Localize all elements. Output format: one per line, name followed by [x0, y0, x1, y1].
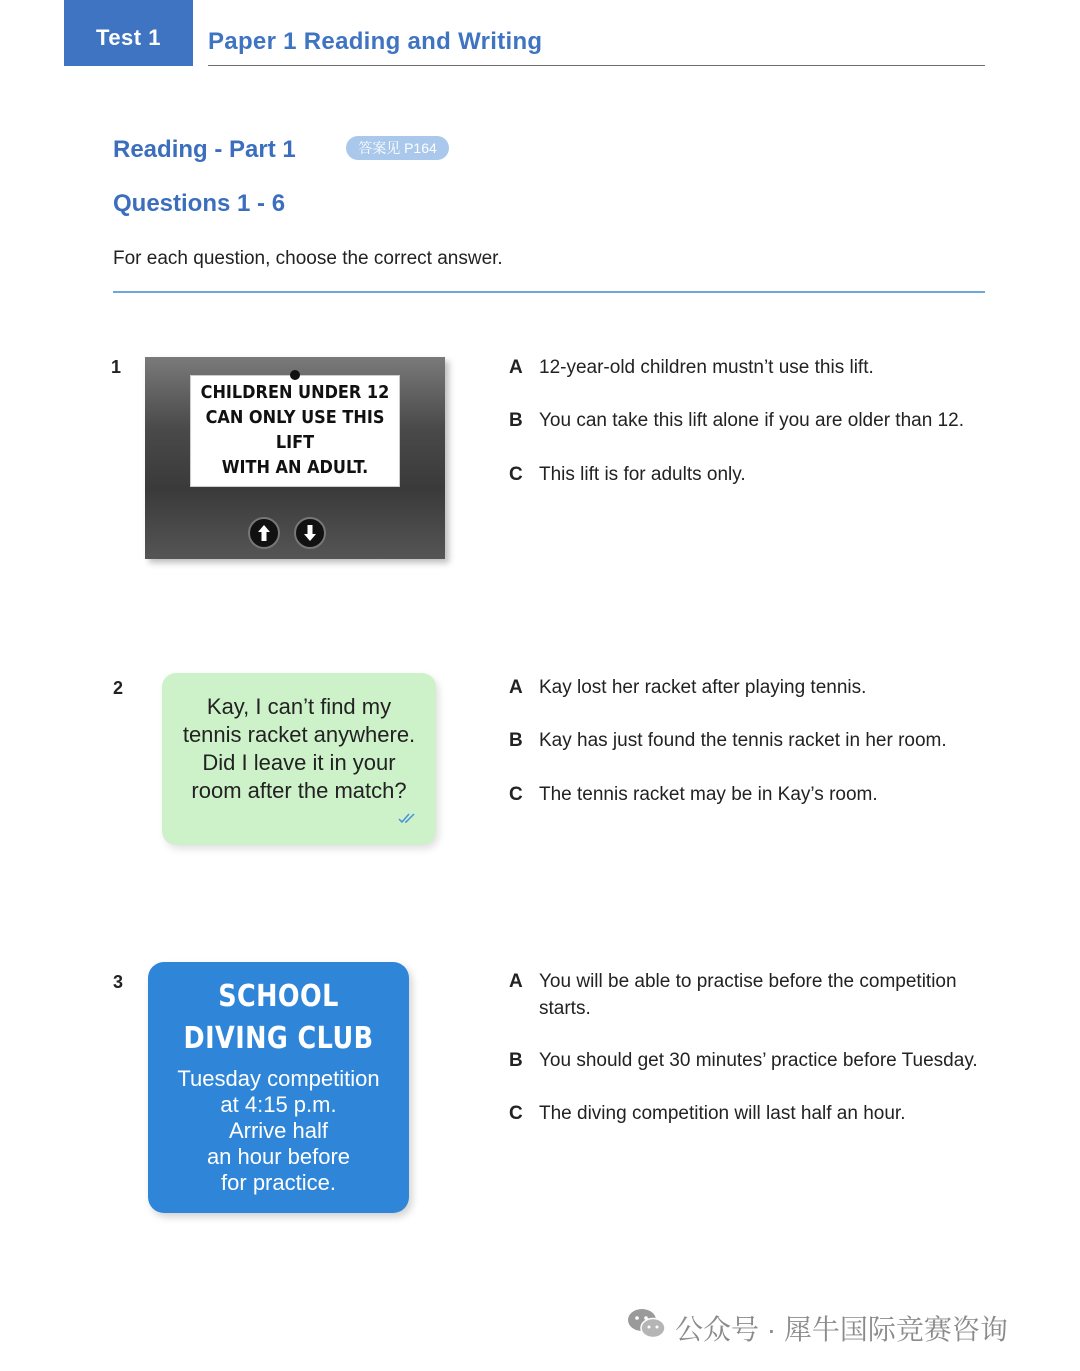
- diving-club-sign-image: [148, 962, 409, 1213]
- instruction-text: For each question, choose the correct answer.: [113, 248, 503, 269]
- option-letter: C: [509, 784, 523, 805]
- notice-line: CAN ONLY USE THIS LIFT: [205, 408, 385, 453]
- header-divider: [208, 65, 985, 66]
- answer-option[interactable]: [509, 674, 1009, 701]
- message-line: tennis racket anywhere.: [182, 722, 416, 747]
- lift-notice: [190, 375, 400, 487]
- question-number: 1: [111, 357, 122, 377]
- section-divider: [113, 291, 985, 293]
- answer-option[interactable]: [509, 781, 1009, 808]
- question-number: 2: [113, 678, 124, 698]
- section-title: Reading - Part 1: [113, 136, 296, 163]
- option-letter: A: [509, 677, 523, 698]
- option-letter: C: [509, 1103, 523, 1124]
- option-letter: B: [509, 410, 523, 431]
- notice-line: WITH AN ADULT.: [221, 458, 369, 478]
- watermark-text: 公众号 · 犀牛国际竞赛咨询: [675, 1313, 1008, 1345]
- option-text: You can take this lift alone if you are older than 12.: [539, 410, 964, 431]
- lift-sign-image: [145, 357, 445, 559]
- option-letter: A: [509, 971, 523, 992]
- watermark: [627, 1307, 1008, 1348]
- test-tab: Test 1: [64, 0, 193, 66]
- wechat-icon: [627, 1307, 667, 1348]
- option-text: You will be able to practise before the competition starts.: [539, 971, 957, 1019]
- arrow-down-icon: [294, 517, 326, 549]
- notice-line: CHILDREN UNDER 12: [200, 383, 390, 403]
- answer-option[interactable]: [509, 968, 989, 1022]
- answer-option[interactable]: [509, 727, 1009, 754]
- option-text: 12-year-old children mustn’t use this lift.: [539, 357, 874, 378]
- sign-body-line: Tuesday competition: [177, 1066, 380, 1091]
- answer-option[interactable]: [509, 461, 1009, 488]
- read-ticks-icon: [398, 803, 418, 831]
- option-text: The tennis racket may be in Kay’s room.: [539, 784, 878, 805]
- option-letter: A: [509, 357, 523, 378]
- paper-title: Paper 1 Reading and Writing: [208, 28, 543, 55]
- sign-body-line: an hour before: [206, 1144, 351, 1169]
- message-line: Did I leave it in your: [202, 750, 396, 775]
- arrow-up-icon: [248, 517, 280, 549]
- answer-reference-badge: 答案见 P164: [346, 136, 449, 160]
- text-message-image: [162, 673, 436, 845]
- answer-option[interactable]: [509, 1047, 1009, 1074]
- option-text: The diving competition will last half an hour.: [539, 1103, 906, 1124]
- option-letter: C: [509, 464, 523, 485]
- sign-body-line: Arrive half: [228, 1118, 329, 1143]
- option-letter: B: [509, 730, 523, 751]
- message-line: Kay, I can’t find my: [206, 694, 392, 719]
- answer-option[interactable]: [509, 1100, 1009, 1127]
- question-number: 3: [113, 972, 124, 992]
- sign-title-line: DIVING CLUB: [183, 1021, 374, 1056]
- option-text: This lift is for adults only.: [539, 464, 746, 485]
- pin-icon: [290, 370, 300, 380]
- answer-option[interactable]: [509, 407, 1009, 434]
- sign-title-line: SCHOOL: [218, 979, 339, 1014]
- answer-option[interactable]: [509, 354, 1009, 381]
- option-text: You should get 30 minutes’ practice before Tuesday.: [539, 1050, 978, 1071]
- option-text: Kay lost her racket after playing tennis.: [539, 677, 867, 698]
- sign-body-line: for practice.: [221, 1170, 336, 1195]
- option-letter: B: [509, 1050, 523, 1071]
- sign-body-line: at 4:15 p.m.: [220, 1092, 337, 1117]
- message-line: room after the match?: [191, 778, 407, 803]
- option-text: Kay has just found the tennis racket in her room.: [539, 730, 947, 751]
- questions-range-title: Questions 1 - 6: [113, 190, 286, 217]
